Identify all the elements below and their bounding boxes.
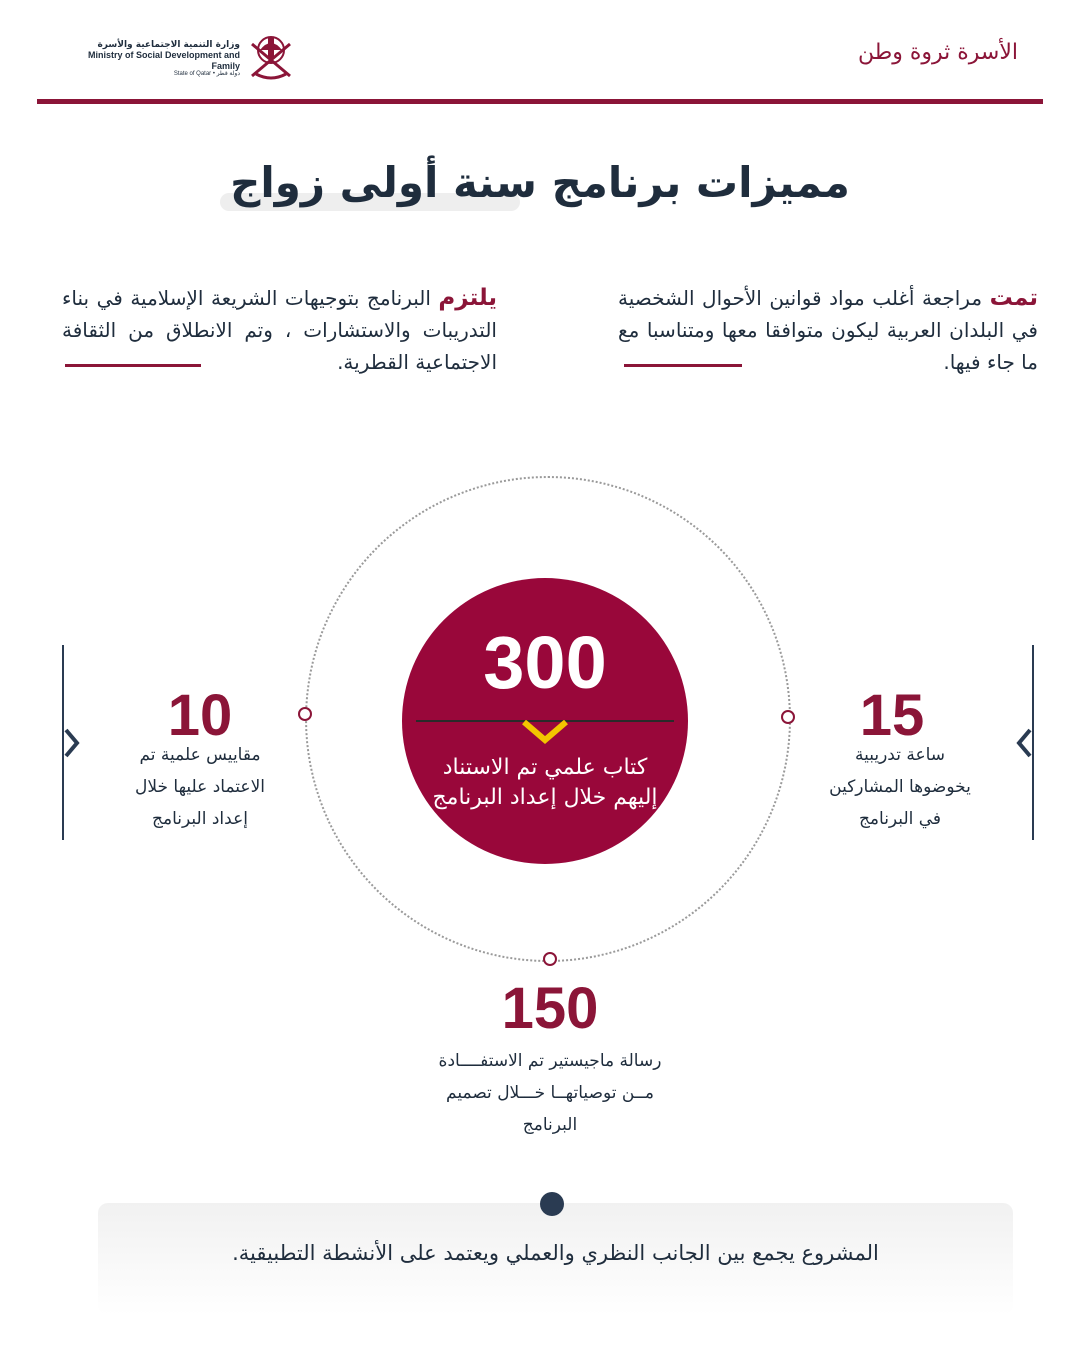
chevron-right-icon <box>64 728 80 758</box>
bottom-stat-line-1: رسالة ماجيستير تم الاستفــــادة <box>438 1051 662 1071</box>
page-title: مميزات برنامج سنة أولى زواج <box>230 158 850 207</box>
orbit-node-left <box>298 707 312 721</box>
logo-english-name: Ministry of Social Development and Family <box>87 50 240 71</box>
bottom-stat-number: 150 <box>501 976 599 1041</box>
feature-left-underline <box>65 364 201 367</box>
center-stat-number: 300 <box>483 621 607 704</box>
ministry-logo <box>64 30 296 82</box>
right-stat-number: 15 <box>859 683 925 748</box>
left-stat-text <box>100 739 300 835</box>
title-wrap <box>0 158 1080 207</box>
right-stat-line-3: في البرنامج <box>858 809 942 829</box>
right-side-bracket <box>1032 645 1034 840</box>
footer-text: المشروع يجمع بين الجانب النظري والعملي ويعتمد على الأنشطة التطبيقية. <box>232 1241 879 1265</box>
slogan: الأسرة ثروة وطن <box>857 40 1018 65</box>
center-stat-text: كتاب علمي تم الاستناد إليهم خلال إعداد البرنامج <box>432 755 658 810</box>
feature-right-body: مراجعة أغلب مواد قوانين الأحوال الشخصية في البلدان العربية ليكون متوافقا معها ومتناسبا مع ما جاء فيها. <box>618 286 1038 374</box>
left-stat-line-1: مقاييس علمية تم <box>139 745 261 765</box>
orbit-node-bottom <box>543 952 557 966</box>
left-stat-number: 10 <box>167 683 233 748</box>
chevron-down-icon <box>522 720 568 744</box>
logo-arabic-name: وزارة التنمية الاجتماعية والأسرة <box>97 40 240 50</box>
logo-state: State of Qatar • دولة قطر <box>173 71 240 78</box>
right-stat-text <box>800 739 1000 835</box>
header-divider <box>37 99 1043 104</box>
feature-left-body: البرنامج بتوجيهات الشريعة الإسلامية في بناء التدريبات والاستشارات ، وتم الانطلاق من الثقافة الاجتماعية القطرية. <box>62 286 497 374</box>
right-stat-line-1: ساعة تدريبية <box>854 745 946 765</box>
footer-dot <box>540 1192 564 1216</box>
left-stat-line-3: إعداد البرنامج <box>152 809 248 829</box>
chevron-left-icon <box>1016 728 1032 758</box>
bottom-stat-line-3: البرنامج <box>522 1115 578 1135</box>
left-stat-line-2: الاعتماد عليها خلال <box>135 777 265 797</box>
bottom-stat-line-2: مــن توصياتهــا خـــلال تصميم <box>446 1083 654 1103</box>
feature-right-lead: تمت <box>989 285 1038 311</box>
feature-left-lead: يلتزم <box>438 285 497 311</box>
footer-box <box>98 1203 1013 1315</box>
qatar-emblem-icon <box>246 30 296 82</box>
right-stat-line-2: يخوضوها المشاركين <box>829 777 971 797</box>
feature-right-underline <box>624 364 742 367</box>
logo-text <box>64 40 240 78</box>
orbit-node-right <box>781 710 795 724</box>
center-stat-circle <box>402 578 688 864</box>
bottom-stat-text <box>380 1045 720 1141</box>
